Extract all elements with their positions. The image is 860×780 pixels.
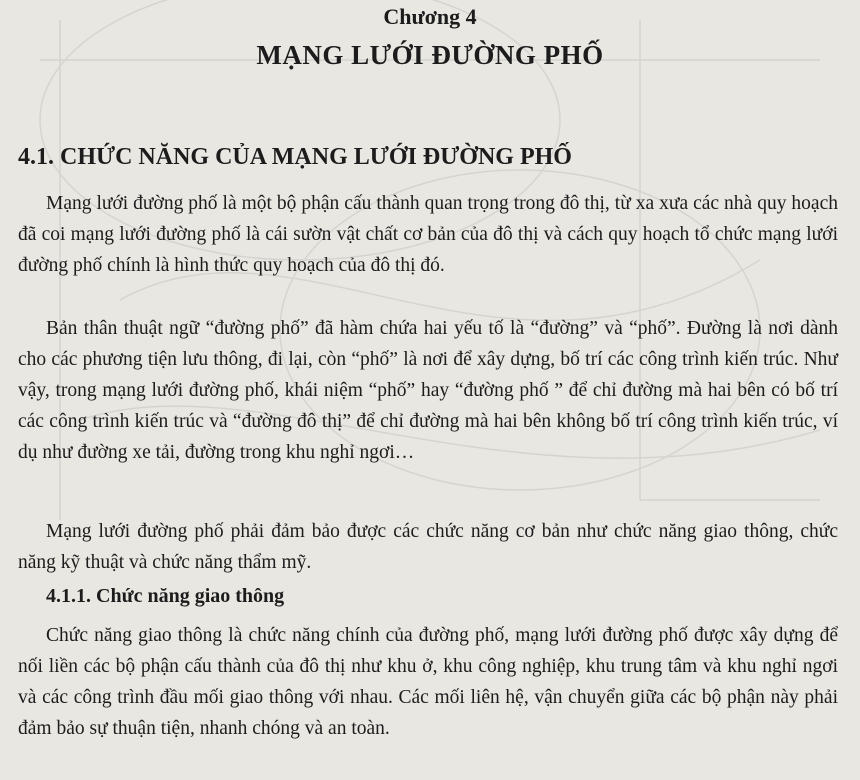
paragraph: Mạng lưới đường phố phải đảm bảo được các chức năng cơ bản như chức năng giao thông, chức năng kỹ thuật và chức năng thẩm mỹ. [18,521,838,573]
chapter-label: Chương 4 [383,4,477,29]
paragraph: Chức năng giao thông là chức năng chính của đường phố, mạng lưới đường phố được xây dựng để nối liền các bộ phận cấu thành của đô thị như khu ở, khu công nghiệp, khu trung tâm và khu nghỉ ngơi và các công trình đầu mối giao thông với nhau. Các mối liên hệ, vận chuyển giữa các bộ phận này phải đảm bảo sự thuận tiện, nhanh chóng và an toàn. [18,625,838,739]
paragraph: Bản thân thuật ngữ “đường phố” đã hàm chứa hai yếu tố là “đường” và “phố”. Đường là nơi dành cho các phương tiện lưu thông, đi lại, còn “phố” là nơi để xây dựng, bố trí các công trình kiến trúc. Như vậy, trong mạng lưới đường phố, khái niệm “phố” hay “đường phố ” để chỉ đường mà hai bên có bố trí các công trình kiến trúc và “đường đô thị” để chỉ đường mà hai bên không bố trí công trình kiến trúc, ví dụ như đường xe tải, đường trong khu nghỉ ngơi… [18,318,838,463]
chapter-title: MẠNG LƯỚI ĐƯỜNG PHỐ [256,40,604,70]
subsection-heading: 4.1.1. Chức năng giao thông [46,585,285,607]
paragraph: Mạng lưới đường phố là một bộ phận cấu thành quan trọng trong đô thị, từ xa xưa các nhà quy hoạch đã coi mạng lưới đường phố là cái sườn vật chất cơ bản của đô thị và cách quy hoạch tổ chức mạng lưới đường phố chính là hình thức quy hoạch của đô thị đó. [18,193,838,276]
section-heading: 4.1. CHỨC NĂNG CỦA MẠNG LƯỚI ĐƯỜNG PHỐ [18,144,572,170]
